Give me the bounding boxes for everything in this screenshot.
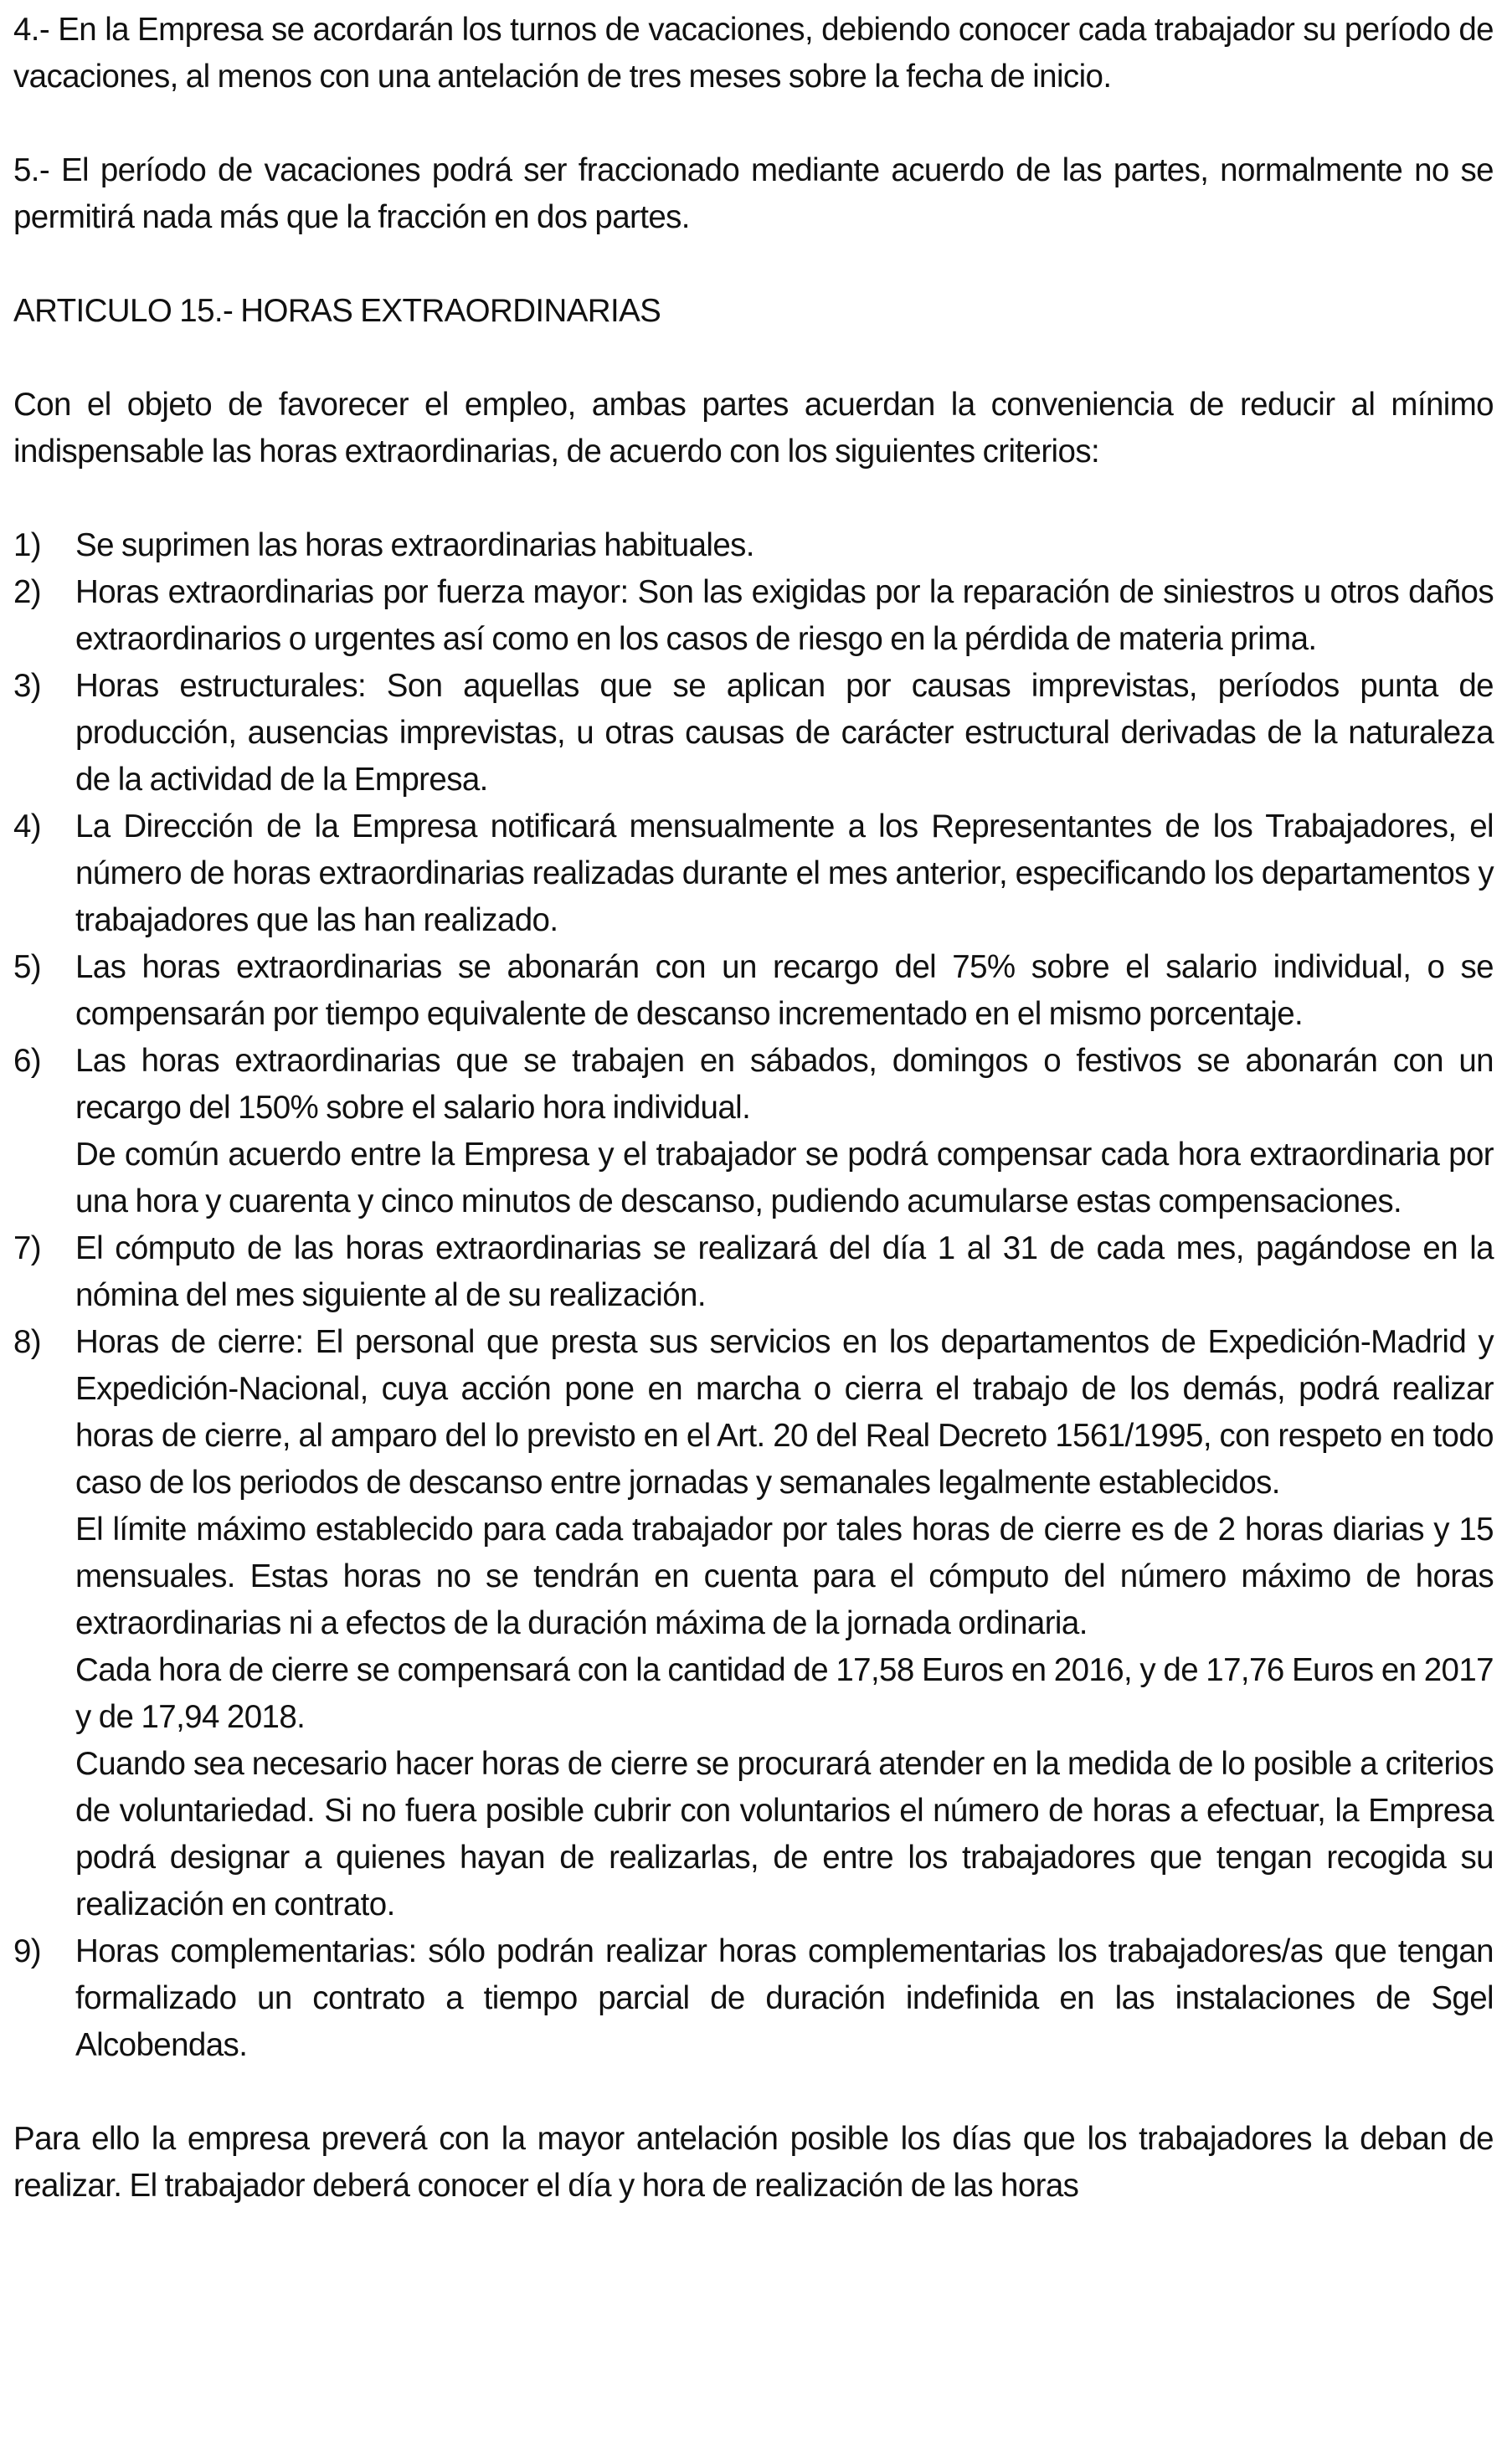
list-item: [13, 944, 1494, 1038]
item-text: La Dirección de la Empresa notificará mensualmente a los Representantes de los Trabajadores, el número de horas extraordinarias realizadas durante el mes anterior, especificando los departamentos y trabajadores que las han realizado.: [75, 808, 1494, 938]
item-number: 7): [13, 1230, 42, 1266]
item-text: Las horas extraordinarias que se trabajen en sábados, domingos o festivos se abonarán con un recargo del 150% sobre el salario hora individual.: [75, 1043, 1494, 1126]
item-text: Cada hora de cierre se compensará con la cantidad de 17,58 Euros en 2016, y de 17,76 Euros en 2017 y de 17,94 2018.: [75, 1652, 1494, 1735]
item-text: Horas extraordinarias por fuerza mayor: Son las exigidas por la reparación de siniestros u otros daños extraordinarios o urgentes así como en los casos de riesgo en la pérdida de materia prima.: [75, 574, 1494, 657]
item-text: De común acuerdo entre la Empresa y el trabajador se podrá compensar cada hora extraordinaria por una hora y cuarenta y cinco minutos de descanso, pudiendo acumularse estas compensaciones.: [75, 1137, 1494, 1219]
spacer: [13, 475, 1494, 522]
item-text: Horas complementarias: sólo podrán realizar horas complementarias los trabajadores/as que tengan formalizado un contrato a tiempo parcial de duración indefinida en las instalaciones de Sgel Alcobendas.: [75, 1933, 1494, 2063]
spacer: [13, 335, 1494, 382]
article-15-intro: Con el objeto de favorecer el empleo, ambas partes acuerdan la conveniencia de reducir al mínimo indispensable las horas extraordinarias, de acuerdo con los siguientes criterios:: [13, 387, 1494, 470]
article-15-heading: ARTICULO 15.- HORAS EXTRAORDINARIAS: [13, 293, 661, 329]
list-item: [13, 803, 1494, 944]
list-item: [13, 663, 1494, 803]
spacer: [13, 2069, 1494, 2116]
list-item: [13, 1319, 1494, 1928]
item-number: 9): [13, 1933, 42, 1969]
list-item: [13, 569, 1494, 663]
item-number: 1): [13, 527, 42, 563]
item-text: El cómputo de las horas extraordinarias se realizará del día 1 al 31 de cada mes, pagándose en la nómina del mes siguiente al de su realización.: [75, 1230, 1494, 1313]
vacations-clause-4: 4.- En la Empresa se acordarán los turnos de vacaciones, debiendo conocer cada trabajador su período de vacaciones, al menos con una antelación de tres meses sobre la fecha de inicio.: [13, 12, 1494, 95]
item-number: 6): [13, 1043, 42, 1079]
item-number: 2): [13, 574, 42, 610]
item-text: Se suprimen las horas extraordinarias habituales.: [75, 527, 754, 563]
item-number: 3): [13, 668, 42, 704]
vacations-clause-5: 5.- El período de vacaciones podrá ser fraccionado mediante acuerdo de las partes, normalmente no se permitirá nada más que la fracción en dos partes.: [13, 152, 1494, 235]
item-text: Horas estructurales: Son aquellas que se aplican por causas imprevistas, períodos punta de producción, ausencias imprevistas, u otras causas de carácter estructural derivadas de la naturaleza de la actividad de la Empresa.: [75, 668, 1494, 798]
list-item: [13, 522, 1494, 569]
item-text: Cuando sea necesario hacer horas de cierre se procurará atender en la medida de lo posible a criterios de voluntariedad. Si no fuera posible cubrir con voluntarios el número de horas a efectuar, la Empresa podrá designar a quienes hayan de realizarlas, de entre los trabajadores que tengan recogida su realización en contrato.: [75, 1746, 1494, 1922]
list-item: [13, 1038, 1494, 1225]
spacer: [13, 100, 1494, 147]
item-number: 8): [13, 1324, 42, 1360]
closing-paragraph: Para ello la empresa preverá con la mayor antelación posible los días que los trabajadores la deban de realizar. El trabajador deberá conocer el día y hora de realización de las horas: [13, 2121, 1494, 2204]
item-text: El límite máximo establecido para cada trabajador por tales horas de cierre es de 2 horas diarias y 15 mensuales. Estas horas no se tendrán en cuenta para el cómputo del número máximo de horas extraordinarias ni a efectos de la duración máxima de la jornada ordinaria.: [75, 1512, 1494, 1641]
list-item: [13, 1928, 1494, 2069]
item-text: Las horas extraordinarias se abonarán con un recargo del 75% sobre el salario individual, o se compensarán por tiempo equivalente de descanso incrementado en el mismo porcentaje.: [75, 949, 1494, 1032]
criteria-list: [13, 522, 1494, 2069]
list-item: [13, 1225, 1494, 1319]
spacer: [13, 241, 1494, 288]
item-number: 4): [13, 808, 42, 844]
item-text: Horas de cierre: El personal que presta sus servicios en los departamentos de Expedición-Madrid y Expedición-Nacional, cuya acción pone en marcha o cierra el trabajo de los demás, podrá realizar horas de cierre, al amparo del lo previsto en el Art. 20 del Real Decreto 1561/1995, con respeto en todo caso de los periodos de descanso entre jornadas y semanales legalmente establecidos.: [75, 1324, 1494, 1501]
item-number: 5): [13, 949, 42, 985]
document-page: [13, 7, 1494, 2210]
